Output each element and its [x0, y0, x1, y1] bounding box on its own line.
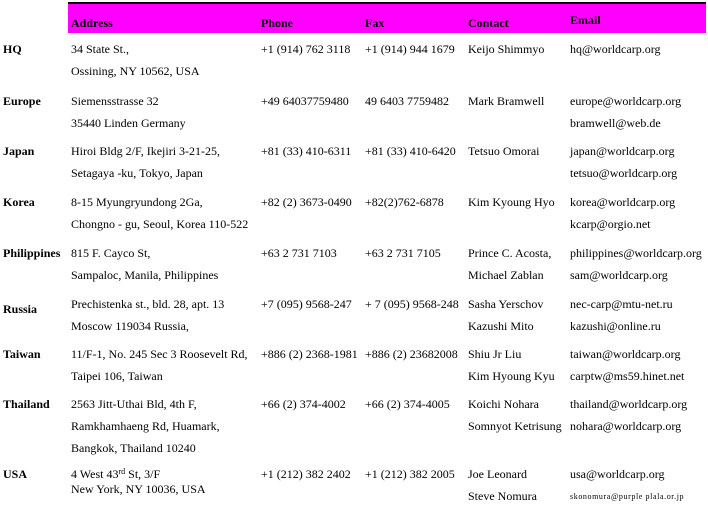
address-line: 2563 Jitt-Uthai Bld, 4th F,	[71, 397, 197, 411]
fax-number: +66 (2) 374-4005	[365, 397, 450, 411]
address-line: Setagaya -ku, Tokyo, Japan	[71, 166, 203, 180]
contact-name: Kim Hyoung Kyu	[468, 369, 555, 383]
contact-name: Mark Bramwell	[468, 94, 545, 108]
contact-name: Michael Zablan	[468, 268, 544, 282]
email-address[interactable]: hq@worldcarp.org	[570, 42, 661, 56]
address-line: Prechistenka st., bld. 28, apt. 13	[71, 297, 225, 311]
header-phone: Phone	[261, 16, 294, 30]
address-floor: St, 3/F	[125, 467, 161, 481]
fax-number: 49 6403 7759482	[365, 94, 449, 108]
phone-number: +7 (095) 9568-247	[261, 297, 352, 311]
region-name: Philippines	[3, 246, 61, 260]
contact-name: Sasha Yerschov	[468, 297, 544, 311]
email-address[interactable]: bramwell@web.de	[570, 116, 661, 130]
phone-number: +1 (914) 762 3118	[261, 42, 351, 56]
contact-name: Joe Leonard	[468, 467, 527, 481]
ordinal-suffix: rd	[118, 467, 126, 476]
email-address[interactable]: europe@worldcarp.org	[570, 94, 682, 108]
phone-number: +81 (33) 410-6311	[261, 144, 352, 158]
header-email: Email	[570, 13, 601, 27]
phone-number: +66 (2) 374-4002	[261, 397, 346, 411]
address-line: Hiroi Bldg 2/F, Ikejiri 3-21-25,	[71, 144, 221, 158]
phone-number: +1 (212) 382 2402	[261, 467, 351, 481]
phone-number: +49 64037759480	[261, 94, 349, 108]
address-line: Sampaloc, Manila, Philippines	[71, 268, 219, 282]
contact-name: Prince C. Acosta,	[468, 246, 552, 260]
contact-name: Kim Kyoung Hyo	[468, 195, 555, 209]
contact-name: Steve Nomura	[468, 489, 537, 503]
fax-number: + 7 (095) 9568-248	[365, 297, 459, 311]
address-line	[71, 467, 160, 482]
email-address[interactable]: sam@worldcarp.org	[570, 268, 668, 282]
address-line: Ossining, NY 10562, USA	[71, 64, 200, 78]
contact-name: Koichi Nohara	[468, 397, 539, 411]
header-fax: Fax	[365, 16, 385, 30]
address-line: Taipei 106, Taiwan	[71, 369, 163, 383]
region-name: Russia	[3, 302, 38, 316]
region-name: Japan	[3, 144, 35, 158]
phone-number: +82 (2) 3673-0490	[261, 195, 352, 209]
address-line: Ramkhamhaeng Rd, Huamark,	[71, 419, 220, 433]
region-name: USA	[3, 467, 28, 481]
email-address[interactable]: usa@worldcarp.org	[570, 467, 665, 481]
fax-number: +886 (2) 23682008	[365, 347, 458, 361]
region-name: Taiwan	[3, 347, 41, 361]
contact-name: Keijo Shimmyo	[468, 42, 545, 56]
contact-name: Somnyot Ketrisung	[468, 419, 562, 433]
fax-number: +63 2 731 7105	[365, 246, 441, 260]
fax-number: +81 (33) 410-6420	[365, 144, 456, 158]
address-line: Siemensstrasse 32	[71, 94, 159, 108]
email-address[interactable]: philippines@worldcarp.org	[570, 246, 702, 260]
email-address[interactable]: skonomura@purple plala.or.jp	[570, 492, 685, 501]
email-address[interactable]: kcarp@orgio.net	[570, 217, 651, 231]
address-line: Moscow 119034 Russia,	[71, 319, 189, 333]
phone-number: +886 (2) 2368-1981	[261, 347, 358, 361]
phone-number: +63 2 731 7103	[261, 246, 337, 260]
address-line: 35440 Linden Germany	[71, 116, 186, 130]
region-name: Korea	[3, 195, 35, 209]
contact-name: Kazushi Mito	[468, 319, 534, 333]
fax-number: +1 (212) 382 2005	[365, 467, 455, 481]
email-address[interactable]: nec-carp@mtu-net.ru	[570, 297, 673, 311]
address-street: 4 West 43	[71, 467, 119, 481]
header-address: Address	[71, 16, 113, 30]
email-address[interactable]: carptw@ms59.hinet.net	[570, 369, 685, 383]
address-line: Chongno - gu, Seoul, Korea 110-522	[71, 217, 249, 231]
email-address[interactable]: tetsuo@worldcarp.org	[570, 166, 678, 180]
address-line: 8-15 Myungryundong 2Ga,	[71, 195, 203, 209]
address-line: Bangkok, Thailand 10240	[71, 441, 196, 455]
fax-number: +82(2)762-6878	[365, 195, 444, 209]
email-address[interactable]: thailand@worldcarp.org	[570, 397, 688, 411]
email-address[interactable]: nohara@worldcarp.org	[570, 419, 682, 433]
email-address[interactable]: korea@worldcarp.org	[570, 195, 676, 209]
email-address[interactable]: japan@worldcarp.org	[570, 144, 675, 158]
address-line: New York, NY 10036, USA	[71, 482, 206, 496]
email-address[interactable]: taiwan@worldcarp.org	[570, 347, 681, 361]
region-name: Europe	[3, 94, 41, 108]
fax-number: +1 (914) 944 1679	[365, 42, 455, 56]
address-line: 11/F-1, No. 245 Sec 3 Roosevelt Rd,	[71, 347, 248, 361]
address-line: 34 State St.,	[71, 42, 130, 56]
header-contact: Contact	[468, 16, 509, 30]
contact-name: Shiu Jr Liu	[468, 347, 522, 361]
region-name: Thailand	[3, 397, 50, 411]
header-bar	[68, 2, 706, 33]
address-line: 815 F. Cayco St,	[71, 246, 151, 260]
email-address[interactable]: kazushi@online.ru	[570, 319, 661, 333]
contact-name: Tetsuo Omorai	[468, 144, 540, 158]
region-name: HQ	[3, 42, 22, 56]
